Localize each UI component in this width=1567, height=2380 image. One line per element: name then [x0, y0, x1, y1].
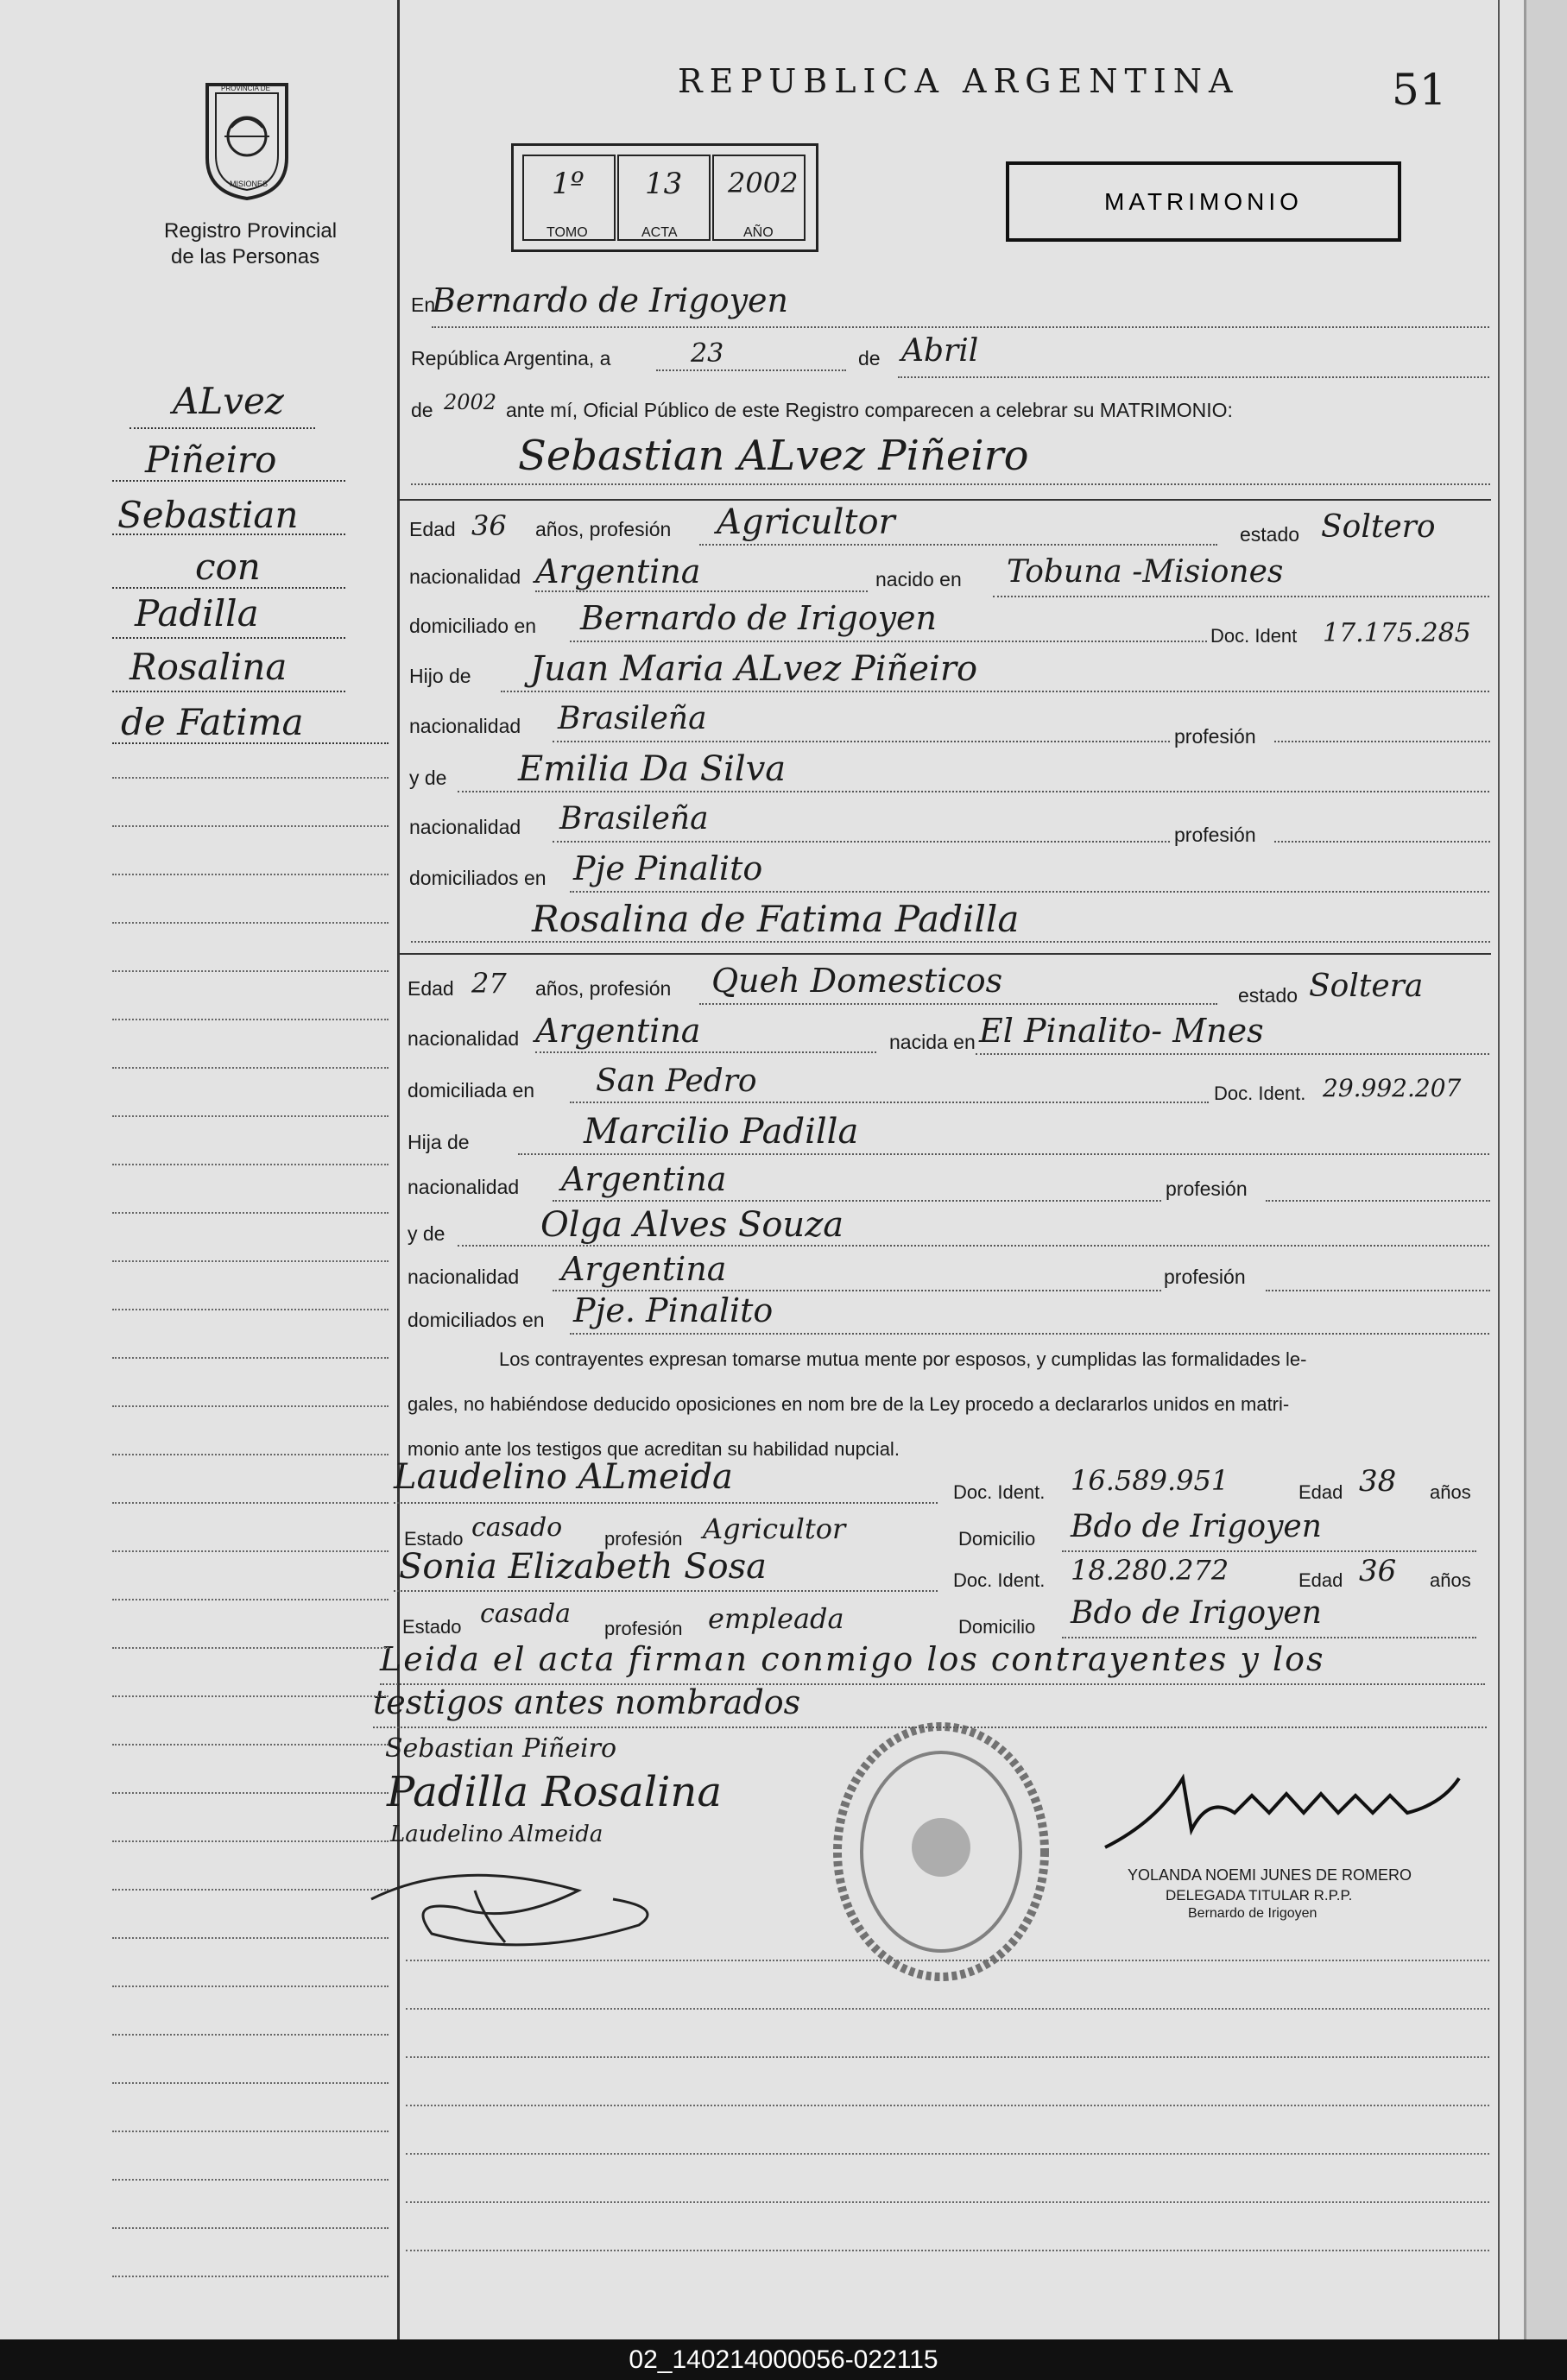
year-value: 2002 — [444, 390, 497, 414]
ano-label: AÑO — [743, 225, 774, 240]
margin-note-line-6: Rosalina — [130, 646, 287, 688]
blank-rule — [112, 1502, 389, 1504]
blank-rule — [112, 1647, 389, 1649]
month-label: de — [858, 347, 881, 369]
bride-nacida-label: nacida en — [889, 1031, 976, 1053]
republic-label: República Argentina, a — [411, 347, 611, 369]
closing-line-1: Leida el acta firman conmigo los contrayentes y los — [380, 1640, 1325, 1678]
groom-estado: Soltero — [1321, 509, 1436, 545]
blank-rule — [406, 2105, 1489, 2106]
bride-padre-prof-label: profesión — [1166, 1177, 1248, 1200]
footer-code: 02_140214000056-022115 — [0, 2339, 1567, 2380]
witness-2-domicilio: Bdo de Irigoyen — [1071, 1595, 1322, 1631]
bride-madre-nac-label: nacionalidad — [408, 1266, 520, 1288]
bride-domiciliados: Pje. Pinalito — [573, 1291, 774, 1329]
bride-madre: Olga Alves Souza — [540, 1205, 844, 1245]
witness-1-estado: casado — [471, 1512, 563, 1543]
witness-2-edad: 36 — [1359, 1554, 1397, 1588]
bride-domiciliados-label: domiciliados en — [408, 1309, 545, 1331]
groom-profesion: Agricultor — [717, 502, 895, 542]
official-signature-icon — [1096, 1761, 1476, 1865]
blank-rule — [112, 1115, 389, 1117]
record-number-box — [511, 143, 818, 252]
witness-1-doc-label: Doc. Ident. — [953, 1481, 1046, 1503]
tomo-value: 1º — [552, 167, 584, 201]
blank-rule — [112, 970, 389, 972]
bride-madre-nac: Argentina — [561, 1250, 727, 1288]
official-name: YOLANDA NOEMI JUNES DE ROMERO — [1128, 1866, 1412, 1884]
blank-rule — [112, 1164, 389, 1165]
bride-domicilio: San Pedro — [596, 1064, 757, 1099]
right-margin-rule — [1498, 0, 1500, 2339]
registry-line-1: Registro Provincial — [164, 219, 338, 243]
statement-text: ante mí, Oficial Público de este Registro comparecen a celebrar su MATRIMONIO: — [506, 399, 1233, 421]
witness-2-profesion: empleada — [708, 1602, 844, 1635]
declaration-line-1: Los contrayentes expresan tomarse mutua mente por esposos, y cumplidas las formalidades le- — [499, 1348, 1307, 1370]
year-label: de — [411, 399, 433, 421]
groom-edad-label: Edad — [409, 518, 456, 540]
margin-note-line-4: con — [195, 546, 261, 588]
acta-label: ACTA — [641, 225, 678, 240]
margin-note-line-7: de Fatima — [121, 701, 304, 743]
witness-1-edad-label: Edad — [1298, 1481, 1343, 1503]
margin-rule — [397, 0, 400, 2339]
witness-1-doc: 16.589.951 — [1071, 1464, 1229, 1497]
blank-rule — [112, 1840, 389, 1842]
witness-2-anos-label: años — [1430, 1569, 1471, 1591]
official-stamp-icon — [829, 1718, 1053, 1985]
signature-groom: Sebastian Piñeiro — [385, 1733, 617, 1764]
blank-rule — [112, 2034, 389, 2036]
blank-rule — [112, 1695, 389, 1697]
bride-padre-nac-label: nacionalidad — [408, 1176, 520, 1198]
bride-name: Rosalina de Fatima Padilla — [532, 898, 1020, 940]
groom-padre-prof-label: profesión — [1174, 725, 1256, 748]
act-type-box: MATRIMONIO — [1006, 161, 1401, 242]
bride-nacida: El Pinalito- Mnes — [979, 1012, 1264, 1050]
bride-madre-prof-label: profesión — [1164, 1266, 1246, 1288]
bride-padre-nac: Argentina — [561, 1160, 727, 1198]
place-value: Bernardo de Irigoyen — [432, 281, 789, 319]
official-title: DELEGADA TITULAR R.P.P. — [1166, 1887, 1353, 1903]
witness-2-edad-label: Edad — [1298, 1569, 1343, 1591]
signature-scribble-icon — [354, 1847, 682, 1960]
groom-padre-nac-label: nacionalidad — [409, 715, 521, 737]
blank-rule — [112, 2276, 389, 2277]
seal-text-top: PROVINCIA DE — [221, 85, 270, 92]
blank-rule — [112, 2082, 389, 2084]
bride-anos-label: años, profesión — [535, 977, 672, 1000]
blank-rule — [112, 1792, 389, 1794]
bride-nacionalidad: Argentina — [535, 1012, 701, 1050]
groom-madre-prof-label: profesión — [1174, 824, 1256, 846]
blank-rule — [406, 2201, 1489, 2203]
blank-rule — [112, 922, 389, 924]
bride-doc: 29.992.207 — [1323, 1074, 1462, 1102]
witness-1-name: Laudelino ALmeida — [394, 1457, 733, 1497]
groom-domiciliados: Pje Pinalito — [573, 849, 763, 887]
blank-rule — [112, 2179, 389, 2181]
groom-padre: Juan Maria ALvez Piñeiro — [530, 649, 978, 689]
witness-1-estado-label: Estado — [404, 1528, 464, 1550]
blank-rule — [112, 1260, 389, 1262]
margin-note-line-5: Padilla — [135, 592, 259, 634]
bride-hija-label: Hija de — [408, 1131, 470, 1153]
groom-nacido: Tobuna -Misiones — [1007, 554, 1284, 590]
witness-1-edad: 38 — [1359, 1464, 1397, 1499]
witness-1-domicilio-label: Domicilio — [958, 1528, 1036, 1550]
blank-rule — [406, 2056, 1489, 2058]
groom-anos-label: años, profesión — [535, 518, 672, 540]
blank-rule — [406, 2008, 1489, 2010]
blank-rule — [406, 1960, 1489, 1961]
country-title: REPUBLICA ARGENTINA — [678, 62, 1240, 100]
closing-line-2: testigos antes nombrados — [373, 1683, 801, 1721]
declaration-line-3: monio ante los testigos que acreditan su habilidad nupcial. — [408, 1438, 900, 1460]
witness-2-doc: 18.280.272 — [1071, 1554, 1229, 1587]
witness-2-profesion-label: profesión — [604, 1618, 683, 1639]
blank-rule — [112, 2227, 389, 2229]
bride-doc-label: Doc. Ident. — [1214, 1083, 1306, 1104]
groom-edad: 36 — [471, 509, 507, 542]
groom-madre-nac-label: nacionalidad — [409, 816, 521, 838]
groom-name: Sebastian ALvez Piñeiro — [518, 432, 1029, 480]
witness-2-name: Sonia Elizabeth Sosa — [399, 1547, 767, 1587]
blank-rule — [112, 2131, 389, 2132]
bride-edad-label: Edad — [408, 977, 454, 1000]
witness-2-estado: casada — [480, 1599, 572, 1629]
acta-value: 13 — [645, 167, 683, 201]
blank-rule — [112, 1309, 389, 1310]
ano-value: 2002 — [728, 167, 799, 199]
blank-rule — [112, 825, 389, 827]
groom-doc-label: Doc. Ident — [1210, 625, 1298, 647]
groom-nacido-label: nacido en — [875, 568, 962, 590]
tomo-label: TOMO — [547, 225, 588, 240]
margin-note-line-1: ALvez — [173, 380, 284, 422]
bride-edad: 27 — [471, 967, 507, 1000]
blank-rule — [112, 1550, 389, 1552]
blank-rule — [112, 1357, 389, 1359]
bride-estado: Soltera — [1309, 969, 1424, 1004]
witness-1-profesion: Agricultor — [703, 1512, 846, 1545]
groom-domiciliados-label: domiciliados en — [409, 867, 547, 889]
groom-domicilio-label: domiciliado en — [409, 615, 537, 637]
month-value: Abril — [901, 333, 979, 369]
margin-note-line-2: Piñeiro — [145, 439, 277, 481]
signature-bride: Padilla Rosalina — [387, 1768, 722, 1816]
bride-nac-label: nacionalidad — [408, 1027, 520, 1050]
groom-yde-label: y de — [409, 767, 447, 789]
witness-1-domicilio: Bdo de Irigoyen — [1071, 1509, 1322, 1544]
blank-rule — [112, 1454, 389, 1455]
en-label: En — [411, 294, 436, 316]
witness-2-doc-label: Doc. Ident. — [953, 1569, 1046, 1591]
blank-rule — [112, 1599, 389, 1600]
bride-estado-label: estado — [1238, 984, 1298, 1007]
groom-padre-nac: Brasileña — [558, 701, 707, 736]
groom-domicilio: Bernardo de Irigoyen — [580, 599, 938, 637]
groom-nacionalidad: Argentina — [535, 552, 701, 590]
groom-nac-label: nacionalidad — [409, 565, 521, 588]
blank-rule — [112, 1067, 389, 1069]
blank-rule — [112, 1405, 389, 1407]
groom-madre: Emilia Da Silva — [518, 749, 787, 789]
witness-2-estado-label: Estado — [402, 1616, 462, 1638]
official-place: Bernardo de Irigoyen — [1188, 1906, 1317, 1921]
blank-rule — [112, 1985, 389, 1987]
witness-2-domicilio-label: Domicilio — [958, 1616, 1036, 1638]
groom-doc: 17.175.285 — [1323, 618, 1471, 648]
page-number: 51 — [1392, 65, 1447, 115]
page-edge — [1524, 0, 1567, 2339]
blank-rule — [112, 1212, 389, 1214]
groom-madre-nac: Brasileña — [559, 801, 709, 836]
blank-rule — [112, 777, 389, 779]
signature-witness: Laudelino Almeida — [390, 1821, 603, 1847]
blank-rule — [112, 1019, 389, 1020]
witness-1-anos-label: años — [1430, 1481, 1471, 1503]
bride-domicilio-label: domiciliada en — [408, 1079, 535, 1102]
groom-estado-label: estado — [1240, 523, 1300, 546]
blank-rule — [406, 2153, 1489, 2155]
seal-text-bottom: MISIONES — [230, 180, 269, 188]
witness-1-profesion-label: profesión — [604, 1528, 683, 1550]
blank-rule — [112, 1889, 389, 1891]
blank-rule — [112, 874, 389, 875]
day-value: 23 — [691, 338, 724, 369]
declaration-line-2: gales, no habiéndose deducido oposiciones en nom bre de la Ley procedo a declararlos unidos en matri- — [408, 1393, 1290, 1415]
bride-yde-label: y de — [408, 1222, 445, 1245]
registry-line-2: de las Personas — [171, 245, 320, 268]
margin-note-line-3: Sebastian — [117, 494, 299, 536]
blank-rule — [112, 1937, 389, 1939]
bride-padre: Marcilio Padilla — [584, 1112, 859, 1152]
blank-rule — [406, 2250, 1489, 2251]
blank-rule — [112, 1744, 389, 1746]
groom-hijo-label: Hijo de — [409, 665, 471, 687]
bride-profesion: Queh Domesticos — [711, 962, 1003, 1000]
